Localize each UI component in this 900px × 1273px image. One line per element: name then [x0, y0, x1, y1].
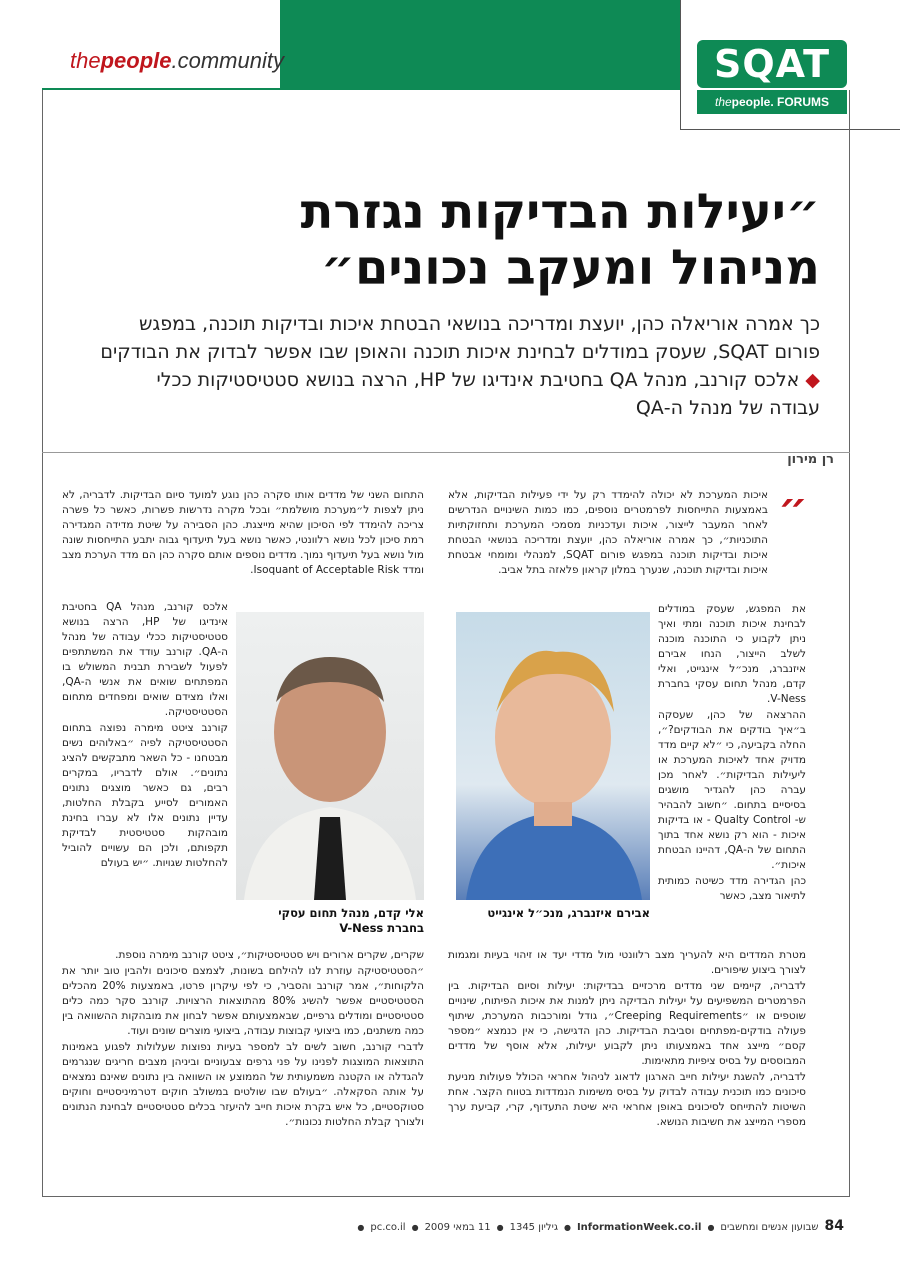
- bullet-icon: ●: [496, 1223, 504, 1232]
- left-column-bottom: [62, 948, 424, 1131]
- paragraph: לדברי קורנב, חשוב לשים לב למספר בעיות נפוצות שעלולות לפגוע באמינות התוצאות המוצגות לפנינו על פני גרפים צבעוניים וביניהן מצבים חריגים שנגרמים להגדלה או הקטנה משמעותית של הממוצע או השוואה בין נתונים שאינם נמצאים על אותה הסקאלה. ״בעולם שבו שולטים במשולב חוקים דטרמיניסטיים וחוקים סטוקסטיים, כל איש בקרת איכות חייב להיעזר בכלים סטטיסטיים לבחינת הנתונים ולצורך קבלת החלטות נכונות״.: [62, 1041, 424, 1128]
- left-column-narrow: [62, 600, 228, 872]
- caption-avirim: אבירם איזנברג, מנכ״ל אינגייט: [487, 906, 650, 920]
- issue-number: גיליון 1345: [509, 1222, 558, 1233]
- masthead-white-band: [65, 0, 280, 88]
- site-name: InformationWeek.co.il: [576, 1222, 702, 1233]
- bullet-icon: ●: [357, 1223, 365, 1232]
- headline-line-1: ״יעילות הבדיקות נגזרת: [300, 184, 820, 240]
- portrait-eli: [236, 612, 424, 900]
- right-column-narrow: [658, 602, 806, 905]
- bullet-icon: ●: [411, 1223, 419, 1232]
- right-column-intro: [448, 483, 808, 579]
- page-footer: [357, 1218, 844, 1234]
- portrait-avirim: [456, 612, 650, 900]
- paragraph: איכות המערכת לא יכולה להימדד רק על ידי פעילות הבדיקות, אלא באמצעות התייחסות לפרמטרים נוספים, כמו כמות השינויים הנדרשים לאחר המעבר לייצור, איכות ועדכניות מסמכי המערכת ותחזוקתיות התוכניות״, כך אמרה אוריאלה כהן, יועצת ומדריכה בנושאי הבטחת איכות ובדיקות תוכנה במפגש פורום SQAT, למנהלי ומומחי אבטחת איכות ובדיקות תוכנה, שנערך במלון קראון פלאזה בתל אביב.: [448, 489, 768, 576]
- page-number: 84: [824, 1218, 844, 1234]
- paragraph: שקרים, שקרים ארורים ויש סטטיסטיקות״, ציטט קורנב מימרה נוספת.: [115, 949, 424, 961]
- photo-avirim: [456, 612, 650, 900]
- quote-mark-icon: ״: [778, 483, 808, 532]
- paragraph: כהן הגדירה מדד כשיטה כמותית לתיאור מצב, כאשר: [658, 875, 806, 902]
- headline-line-2: מניהול ומעקב נכונים״: [320, 240, 820, 296]
- sqat-forums-label: thepeople. FORUMS: [697, 90, 847, 114]
- deck-part-2: אלכס קורנב, מנהל QA בחטיבת אינדיגו של HP, הרצה בנושא סטטיסטיקות ככלי עבודה של מנהל ה-QA: [156, 369, 820, 419]
- paragraph: ההרצאה של כהן, שעסקה ב״איך בודקים את הבודקים?״, החלה בקביעה, כי ״לא קיים מדד מדויק אחד לאיכות המערכת או ליעילות הבדיקות״. לאחר מכן עברה כהן להגדיר מושגים בסיסיים בתחום. ״חשוב להבהיר ש- Qualty Control - או בדיקות איכות - הוא רק נושא אחד בתוך התחום של ה-QA, דהיינו הבטחת איכות״.: [658, 709, 806, 871]
- paragraph: אלכס קורנב, מנהל QA בחטיבת אינדיגו של HP, הרצה בנושא סטטיסטיקות ככלי עבודה של מנהל ה-QA. קורנב עודד את המשתתפים לפעול לשבירת תבנית המשולש בו המפתחים שואים את אנשי ה-QA, ואלו מצידם שואים ומפחדים מתחום הסטטיסטיקה.: [62, 601, 229, 718]
- deck: [100, 310, 820, 422]
- paragraph: את המפגש, שעסק במודלים לבחינת איכות תוכנה ומתי ואיך ניתן לקבוע כי התוכנה מוכנה לשלב הייצור, הנחו אבירם איזנברג, מנכ״ל אינגייט, ואלי קדם, מנהל תחום עסקי בחברת V-Ness.: [658, 603, 806, 705]
- right-column-bottom: [448, 948, 806, 1131]
- byline: רן מירון: [787, 452, 834, 467]
- deck-part-1: כך אמרה אוריאלה כהן, יועצת ומדריכה בנושאי הבטחת איכות ובדיקות תוכנה, במפגש פורום SQAT, שעסק במודלים לבחינת איכות תוכנה והאופן שבו אפשר לבדוק את הבודקים: [100, 313, 820, 363]
- deck-rule: [42, 452, 850, 453]
- diamond-bullet-icon: ◆: [805, 369, 820, 391]
- left-column-top: [62, 488, 424, 579]
- domain-name: pc.co.il: [370, 1222, 406, 1233]
- caption-eli: אלי קדם, מנהל תחום עסקי בחברת V-Ness: [278, 906, 424, 935]
- paragraph: קורנב ציטט מימרה נפוצה בתחום הסטטיסטיקה לפיה ״באלוהים נשים מבטחנו - כל השאר מתבקשים להציג נתונים״. אולם לדבריו, במקרים רבים, גם כאשר מוצגים נתונים האמורים לסייע בקבלת החלטות, עדיין נתונים אלו לא עברו בחינת מובהקות סטטיסטית לבדיקת תקפותם, ולכן הם עשויים להוביל להחלטות שגויות. ״יש בעולם: [62, 722, 228, 869]
- paragraph: לדבריה, קיימים שני מדדים מרכזיים בבדיקות: יעילות וסיום הבדיקות. בין הפרמטרים המשפיעים על יעילות הבדיקה ניתן למנות את איכות הפיתוח, שינויים שוטפים או ״Creeping Requirements״, גודל ומורכבות המערכת, שיתוף פעולה בודקים-מפתחים וסביבת הבדיקות. כהן הדגישה, כי אין כנמצא ״מספר קסם״ מייצג אחד באמצעותו ניתן לקבוע יעילות, אלא אוסף של מדדים המבוססים על בסיס ציפיות מתאימות.: [448, 980, 807, 1067]
- photo-eli: [236, 612, 424, 900]
- headline: [120, 184, 820, 296]
- paragraph: התחום השני של מדדים אותו סקרה כהן נוגע למועד סיום הבדיקות. לדבריה, לא ניתן לצפות ל״מערכת מושלמת״ ובכל מקרה נדרשות פשרות, כאשר כל פשרה צריכה להימדד לפי הסיכון שהיא מייצגת. כהן הסבירה על שיטת מדידה המגדירה רמת סיכון לכל נושא רלוונטי, כאשר נושא בעל תיעדוף גבוה יתבע התייחסות שונה מול נושא בעל תיעדוף נמוך. מדדים נוספים אותם סקרה כהן הם מדד הערכת מצב ומדד Isoquant of Acceptable Risk.: [62, 489, 424, 576]
- issue-date: 11 במאי 2009: [424, 1222, 491, 1233]
- community-logo: thepeople.community: [70, 48, 284, 73]
- paragraph: לדבריה, להשגת יעילות חייב הארגון לדאוג לניהול אחראי הכולל פעולות מניעת סיכונים כמו תוכנית עבודה לבדוק על בסיס משימות הנמדדות בטווח הקצר. אחת השיטות להתייחס לסיכונים באופן אחראי היא שיטת התעדוף, קרי, קביעת ערך מספרי המייצג את חשיבות הנושא.: [448, 1071, 806, 1128]
- bullet-icon: ●: [707, 1223, 715, 1232]
- paragraph: ״הסטטיסטיקה עוזרת לנו להילחם בשונות, לצמצם סיכונים ולהבין טוב יותר את הלקוחות״, אמר קורנב והסביר, כי לפי עיקרון פרטו, באמצעות 20% מהכלים הסטטיסטיים אפשר להשיג 80% מהתוצאות הרצויות. קורנב סקר כמה כלים סטטיסטיים ומודלים גרפיים, שבאמצעותם אפשר לבחון את מובהקות ההשוואה בין כמה משתנים, כמו ביצועי קבוצות עבודה, ביצועי מוצרים שונים ועוד.: [62, 965, 425, 1037]
- bullet-icon: ●: [563, 1223, 571, 1232]
- paragraph: מטרת המדדים היא להעריך מצב רלוונטי מול מדדי יעד או זיהוי בעיות ומגמות לצורך ביצוע שיפורים.: [448, 949, 806, 976]
- publication-name: שבועון אנשים ומחשבים: [720, 1222, 819, 1233]
- sqat-logo: SQAT: [697, 40, 847, 88]
